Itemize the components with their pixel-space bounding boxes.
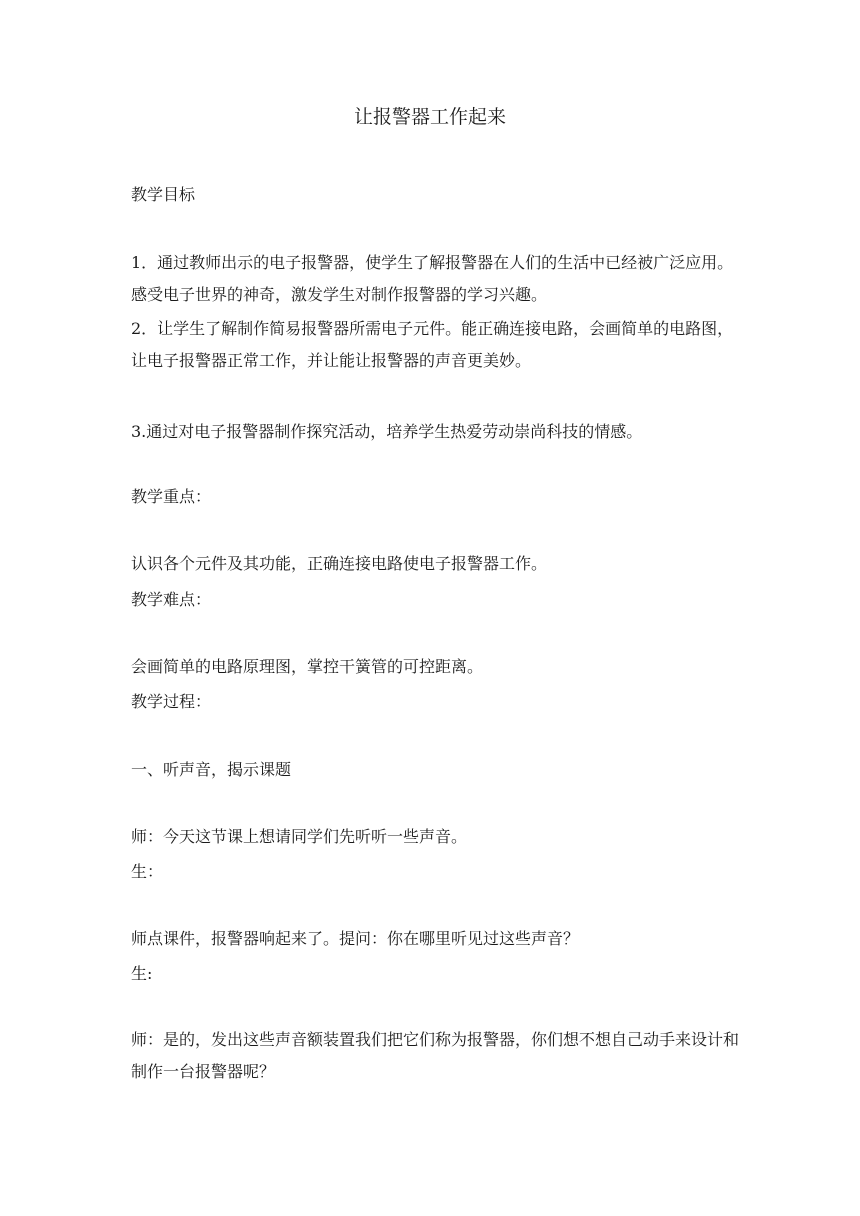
dialogue-line-1: 师：今天这节课上想请同学们先听听一些声音。 [131,827,468,846]
dialogue-line-5: 师：是的，发出这些声音额装置我们把它们称为报警器，你们想不想自己动手来设计和制作一台报警器呢？ [131,1030,740,1081]
key-points-heading: 教学重点： [131,487,212,506]
objective-2: 2．让学生了解制作简易报警器所需电子元件。能正确连接电路，会画简单的电路图，让电子报警器正常工作，并让能让报警器的声音更美妙。 [131,319,734,370]
difficulties-text: 会画简单的电路原理图，掌控干簧管的可控距离。 [131,657,484,676]
dialogue-line-2: 生： [131,862,164,881]
objective-3: 3.通过对电子报警器制作探究活动，培养学生热爱劳动崇尚科技的情感。 [131,422,643,441]
step-1-heading: 一、听声音，揭示课题 [131,760,292,779]
key-points-text: 认识各个元件及其功能，正确连接电路使电子报警器工作。 [131,554,548,573]
objectives-heading: 教学目标 [131,185,196,204]
document-title: 让报警器工作起来 [353,106,506,128]
dialogue-line-4: 生: [131,964,153,983]
dialogue-line-3: 师点课件，报警器响起来了。提问：你在哪里听见过这些声音？ [131,929,580,948]
difficulties-heading: 教学难点： [131,590,212,609]
objective-1: 1．通过教师出示的电子报警器，使学生了解报警器在人们的生活中已经被广泛应用。感受电子世界的神奇，激发学生对制作报警器的学习兴趣。 [131,253,734,304]
process-heading: 教学过程： [131,692,212,711]
